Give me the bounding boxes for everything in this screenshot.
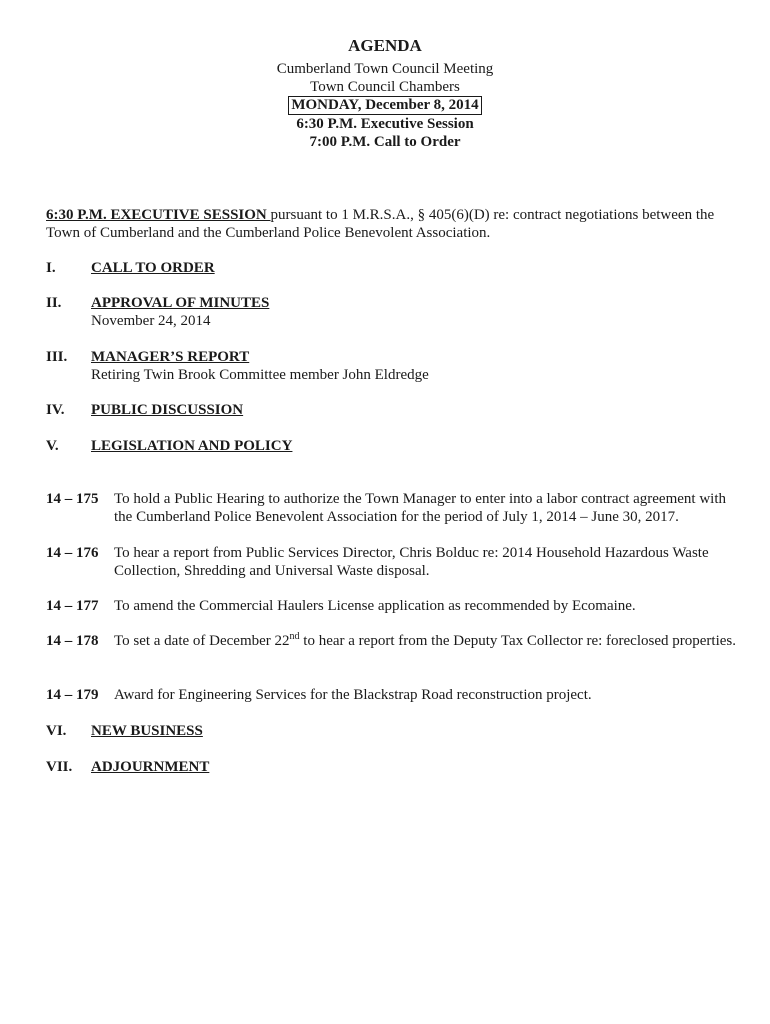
meeting-name: Cumberland Town Council Meeting [276,61,494,77]
section-title: LEGISLATION AND POLICY [91,438,293,454]
call-to-order-time: 7:00 P.M. Call to Order [309,134,461,150]
legislation-text: To set a date of December 22nd to hear a report from the Deputy Tax Collector re: foreclosed properties. [114,631,736,649]
legislation-code: 14 – 176 [46,545,99,561]
section-item [46,758,736,776]
section-title: ADJOURNMENT [91,759,210,775]
section-item [46,348,736,384]
section-number: VI. [46,723,67,739]
section-item [46,722,736,740]
meeting-location: Town Council Chambers [310,79,460,95]
page-title: AGENDA [348,36,422,55]
agenda-header [0,36,770,151]
legislation-item [46,490,736,526]
section-number: II. [46,295,62,311]
executive-session-heading: 6:30 P.M. EXECUTIVE SESSION [46,207,271,223]
section-item [46,437,736,455]
executive-session-paragraph [46,206,736,242]
section-title: CALL TO ORDER [91,260,215,276]
section-title: MANAGER’S REPORT [91,349,250,365]
legislation-item [46,597,736,615]
section-item [46,294,736,330]
legislation-code: 14 – 177 [46,598,99,614]
section-number: V. [46,438,59,454]
section-title: PUBLIC DISCUSSION [91,402,244,418]
legislation-item [46,632,736,650]
legislation-code: 14 – 178 [46,633,99,649]
section-number: I. [46,260,56,276]
section-number: III. [46,349,68,365]
section-detail: November 24, 2014 [91,313,211,329]
section-item [46,401,736,419]
legislation-text: To hear a report from Public Services Director, Chris Bolduc re: 2014 Household Hazardous Waste Collection, Shredding and Universal Waste disposal. [114,545,709,579]
meeting-date: MONDAY, December 8, 2014 [288,96,481,115]
section-title: NEW BUSINESS [91,723,203,739]
legislation-text: Award for Engineering Services for the Blackstrap Road reconstruction project. [114,687,592,703]
legislation-item [46,544,736,580]
section-detail: Retiring Twin Brook Committee member John Eldredge [91,367,429,383]
legislation-code: 14 – 179 [46,687,99,703]
section-number: IV. [46,402,65,418]
legislation-text: To hold a Public Hearing to authorize the Town Manager to enter into a labor contract agreement with the Cumberland Police Benevolent Association for the period of July 1, 2014 – June 30, 2017. [114,491,727,525]
legislation-code: 14 – 175 [46,491,99,507]
section-item [46,259,736,277]
executive-session-text: pursuant to 1 M.R.S.A., § 405(6)(D) re: contract negotiations between the Town of Cumberland and the Cumberland Police Benevolent Association. [46,207,715,241]
section-number: VII. [46,759,73,775]
executive-session-time: 6:30 P.M. Executive Session [296,116,474,132]
legislation-text: To amend the Commercial Haulers License application as recommended by Ecomaine. [114,598,636,614]
legislation-item [46,686,736,704]
section-title: APPROVAL OF MINUTES [91,295,270,311]
